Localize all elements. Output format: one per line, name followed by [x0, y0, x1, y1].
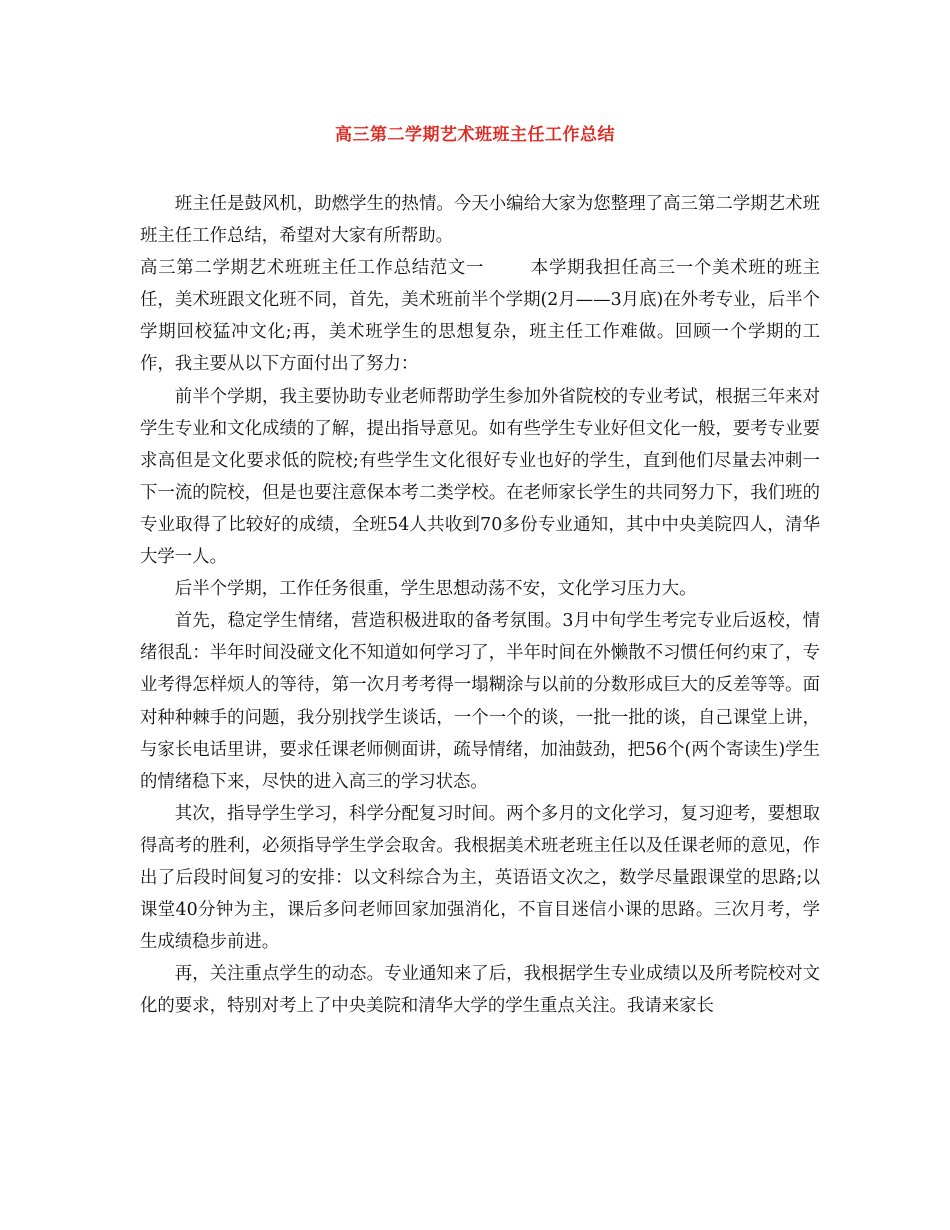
intro-paragraph: 班主任是鼓风机，助燃学生的热情。今天小编给大家为您整理了高三第二学期艺术班班主任工作总结，希望对大家有所帮助。	[140, 194, 820, 247]
sample-first-text: 本学期我担任高三一个美术班的班主任，美术班跟文化班不同，首先，美术班前半个学期(2月——3月底)在外考专业，后半个学期回校猛冲文化;再，美术班学生的思想复杂，班主任工作难做。回顾一个学期的工作，我主要从以下方面付出了努力：	[140, 258, 820, 375]
body-paragraph-focus: 再，关注重点学生的动态。专业通知来了后，我根据学生专业成绩以及所考院校对文化的要求，特别对考上了中央美院和清华大学的学生重点关注。我请来家长	[140, 964, 820, 1017]
document-title: 高三第二学期艺术班班主任工作总结	[335, 125, 615, 145]
body-paragraph-first-half: 前半个学期，我主要协助专业老师帮助学生参加外省院校的专业考试，根据三年来对学生专业和文化成绩的了解，提出指导意见。如有些学生专业好但文化一般，要考专业要求高但是文化要求低的院校;有些学生文化很好专业也好的学生，直到他们尽量去冲刺一下一流的院校，但是也要注意保本考二类学校。在老师家长学生的共同努力下，我们班的专业取得了比较好的成绩，全班54人共收到70多份专业通知，其中中央美院四人，清华大学一人。	[140, 386, 820, 568]
body-paragraph-stabilize: 首先，稳定学生情绪，营造积极进取的备考氛围。3月中旬学生考完专业后返校，情绪很乱：半年时间没碰文化不知道如何学习了，半年时间在外懒散不习惯任何约束了，专业考得怎样烦人的等待，第一次月考考得一塌糊涂与以前的分数形成巨大的反差等等。面对种种棘手的问题，我分别找学生谈话，一个一个的谈，一批一批的谈，自己课堂上讲，与家长电话里讲，要求任课老师侧面讲，疏导情绪，加油鼓劲，把56个(两个寄读生)学生的情绪稳下来，尽快的进入高三的学习状态。	[140, 611, 820, 792]
document-body	[140, 188, 820, 1022]
sample-heading: 高三第二学期艺术班班主任工作总结范文一	[140, 258, 485, 279]
sample-paragraph	[140, 252, 820, 380]
body-paragraph-second-half: 后半个学期，工作任务很重，学生思想动荡不安，文化学习压力大。	[174, 579, 697, 600]
body-paragraph-guidance: 其次，指导学生学习，科学分配复习时间。两个多月的文化学习，复习迎考，要想取得高考的胜利，必须指导学生学会取舍。我根据美术班老班主任以及任课老师的意见，作出了后段时间复习的安排：以文科综合为主，英语语文次之，数学尽量跟课堂的思路;以课堂40分钟为主，课后多问老师回家加强消化，不盲目迷信小课的思路。三次月考，学生成绩稳步前进。	[140, 803, 820, 953]
